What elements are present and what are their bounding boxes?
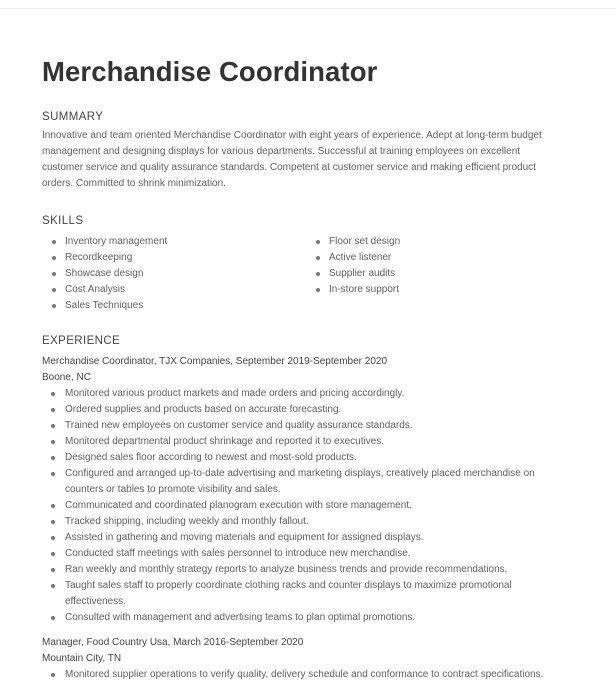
job-bullet: Conducted staff meetings with sales personnel to introduce new merchandise. [51,546,572,562]
job-bullet: Communicated and coordinated planogram execution with store management. [51,498,572,514]
job-bullet: Designed sales floor according to newest and most-sold products. [51,450,572,466]
skill-item: Inventory management [52,234,316,250]
skills-heading: SKILLS [42,215,84,227]
experience-section [42,354,572,683]
job-bullet: Monitored supplier operations to verify quality, delivery schedule and conformance to contract specifications. [51,667,572,683]
job-bullet: Tracked shipping, including weekly and monthly fallout. [51,514,572,530]
job-bullets [42,386,572,626]
job-bullet: Consulted with management and advertising teams to plan optimal promotions. [51,610,572,626]
skills-list [42,234,572,314]
skill-item: Supplier audits [316,266,400,282]
top-divider [0,8,616,9]
skill-item: Showcase design [52,266,316,282]
job-heading: Manager, Food Country Usa, March 2016-September 2020 [42,637,304,648]
summary-heading: SUMMARY [42,111,104,123]
job-bullets [42,667,572,683]
job-heading: Merchandise Coordinator, TJX Companies, September 2019-September 2020 [42,356,388,367]
skill-item: Recordkeeping [52,250,316,266]
summary-text: Innovative and team oriented Merchandise Coordinator with eight years of experience. Adept at long-term budget management and designing displays for various departments. Successful at training employees on excellent customer service and quality assurance standards. Competent at customer service and making efficient product orders. Committed to shrink minimization. [42,130,542,189]
skills-column-right [316,234,400,314]
job-location: Mountain City, TN [42,653,122,664]
skill-item: Active listener [316,250,400,266]
job-bullet: Taught sales staff to properly coordinate clothing racks and counter displays to maximize promotional effectiveness. [51,578,572,610]
experience-heading: EXPERIENCE [42,335,121,347]
job-bullet: Assisted in gathering and moving materials and equipment for assigned displays. [51,530,572,546]
skill-item: Cost Analysis [52,282,316,298]
job-bullet: Configured and arranged up-to-date advertising and marketing displays, creatively placed merchandise on counters or tables to promote visibility and sales. [51,466,572,498]
job-location: Boone, NC [42,372,91,383]
job-bullet: Monitored departmental product shrinkage and reported it to executives. [51,434,572,450]
job-bullet: Ran weekly and monthly strategy reports to analyze business trends and provide recommendations. [51,562,572,578]
job-bullet: Monitored various product markets and made orders and pricing accordingly. [51,386,572,402]
skill-item: Floor set design [316,234,400,250]
skill-item: Sales Techniques [52,298,316,314]
job-bullet: Ordered supplies and products based on accurate forecasting. [51,402,572,418]
job-bullet: Trained new employees on customer service and quality assurance standards. [51,418,572,434]
skills-column-left [42,234,316,314]
skill-item: In-store support [316,282,400,298]
resume-title: Merchandise Coordinator [42,56,378,87]
